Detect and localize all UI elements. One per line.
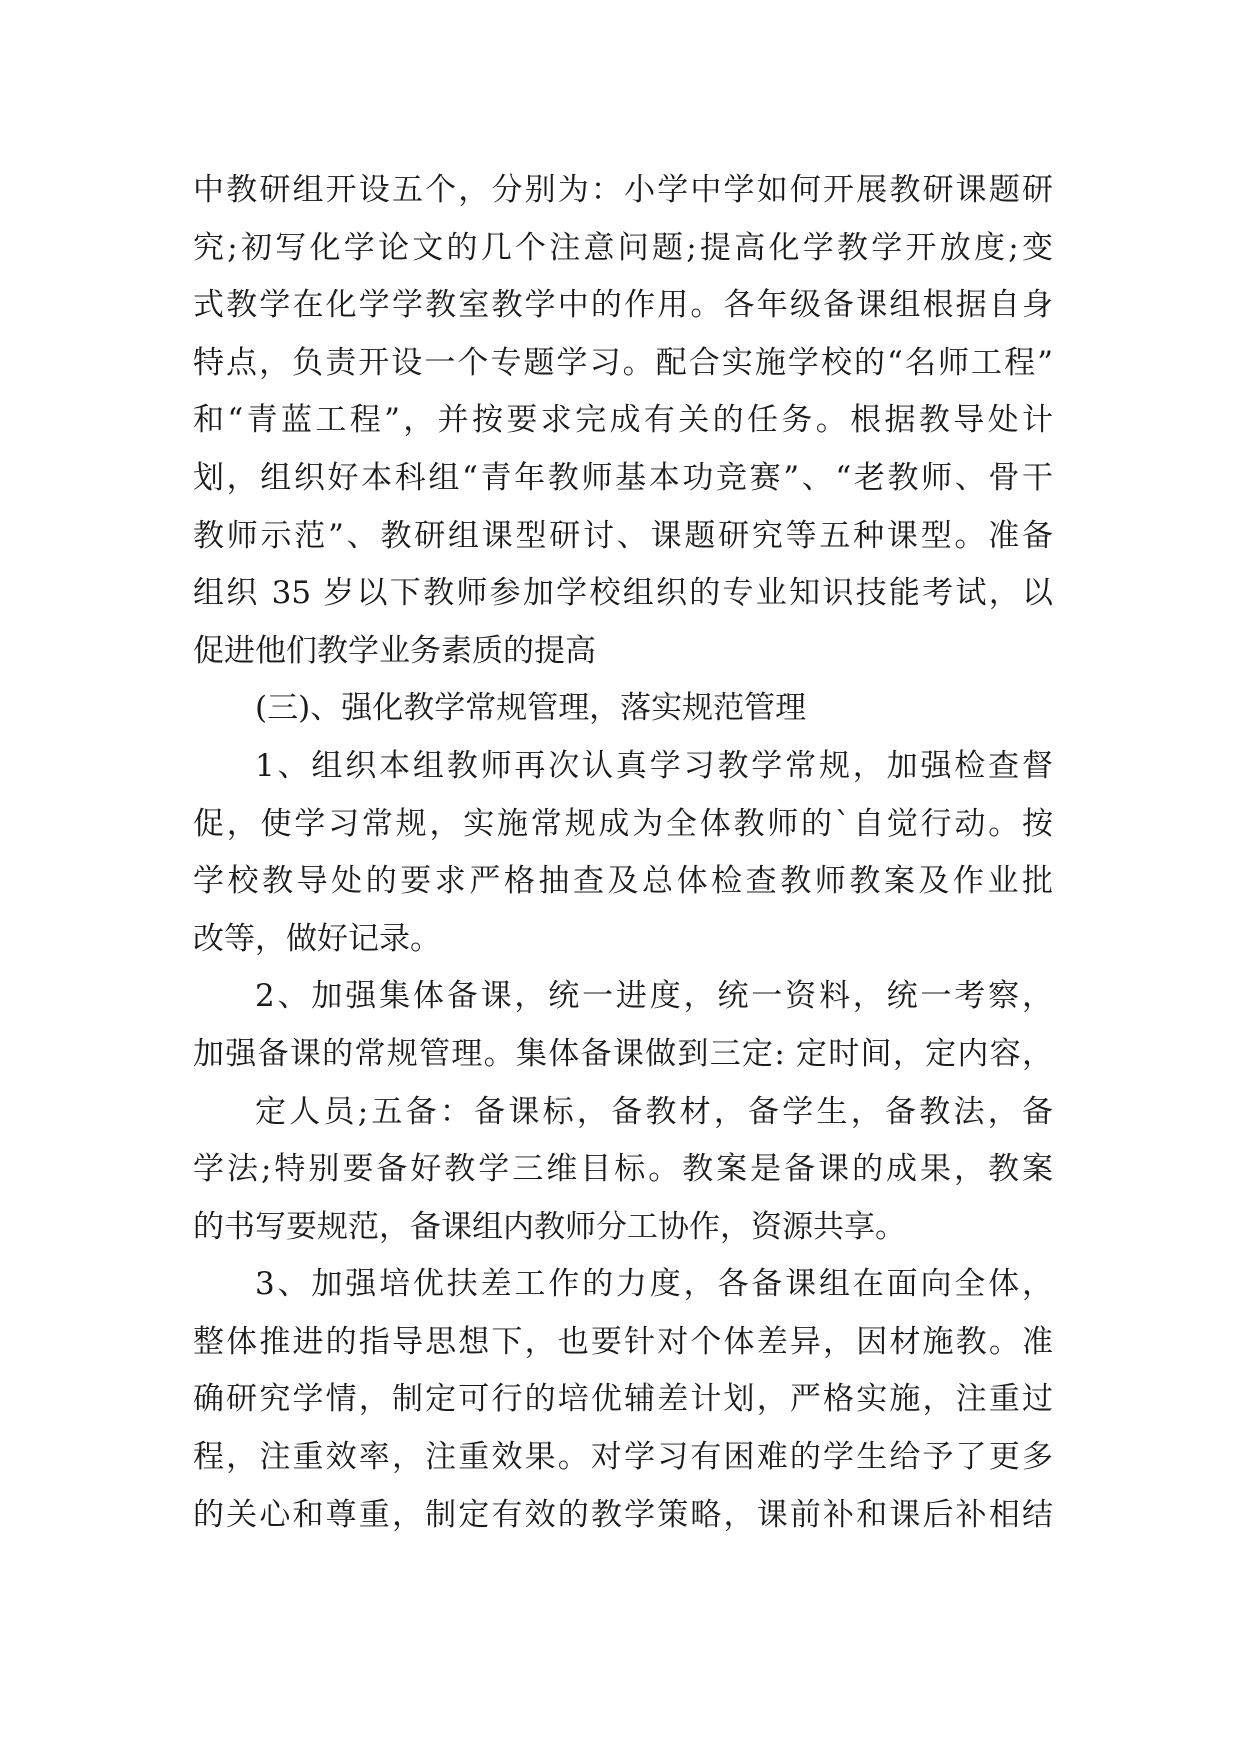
text-line: 程，注重效率，注重效果。对学习有困难的学生给予了更多 [193, 1439, 1053, 1476]
text-line: 划，组织好本科组“青年教师基本功竞赛”、“老教师、骨干 [193, 459, 1053, 496]
text-line: 的关心和尊重，制定有效的教学策略，课前补和课后补相结 [193, 1496, 1053, 1533]
text-line: 的书写要规范，备课组内教师分工协作，资源共享。 [193, 1208, 906, 1245]
text-line: 学校教导处的要求严格抽查及总体检查教师教案及作业批 [193, 863, 1053, 900]
text-line: 促进他们教学业务素质的提高 [193, 632, 596, 669]
text-line: 促，使学习常规，实施常规成为全体教师的`自觉行动。按 [193, 805, 1053, 842]
text-line: 教师示范”、教研组课型研讨、课题研究等五种课型。准备 [193, 517, 1053, 554]
text-line: 式教学在化学学教室教学中的作用。各年级备课组根据自身 [193, 287, 1053, 324]
text-line: 3、加强培优扶差工作的力度，各备课组在面向全体， [255, 1266, 1053, 1303]
text-line: 和“青蓝工程”，并按要求完成有关的任务。根据教导处计 [193, 402, 1053, 439]
text-line: 改等，做好记录。 [193, 920, 441, 957]
document-body [193, 162, 1053, 1544]
text-line: 究;初写化学论文的几个注意问题;提高化学教学开放度;变 [193, 229, 1053, 266]
text-line: 1、组织本组教师再次认真学习教学常规，加强检查督 [255, 747, 1053, 784]
text-line: 特点，负责开设一个专题学习。配合实施学校的“名师工程” [193, 344, 1053, 381]
text-line: 学法;特别要备好教学三维目标。教案是备课的成果，教案 [193, 1151, 1053, 1188]
text-line: 确研究学情，制定可行的培优辅差计划，严格实施，注重过 [193, 1381, 1053, 1418]
text-line: 整体推进的指导思想下，也要针对个体差异，因材施教。准 [193, 1323, 1053, 1360]
text-line: 组织 35 岁以下教师参加学校组织的专业知识技能考试，以 [193, 575, 1053, 612]
text-line: 加强备课的常规管理。集体备课做到三定: 定时间，定内容， [193, 1035, 1053, 1072]
text-line: 中教研组开设五个，分别为：小学中学如何开展教研课题研 [193, 172, 1053, 208]
text-line: 定人员;五备：备课标，备教材，备学生，备教法，备 [255, 1093, 1053, 1130]
text-line: 2、加强集体备课，统一进度，统一资料，统一考察， [255, 978, 1053, 1015]
text-line: (三)、强化教学常规管理，落实规范管理 [255, 690, 807, 727]
